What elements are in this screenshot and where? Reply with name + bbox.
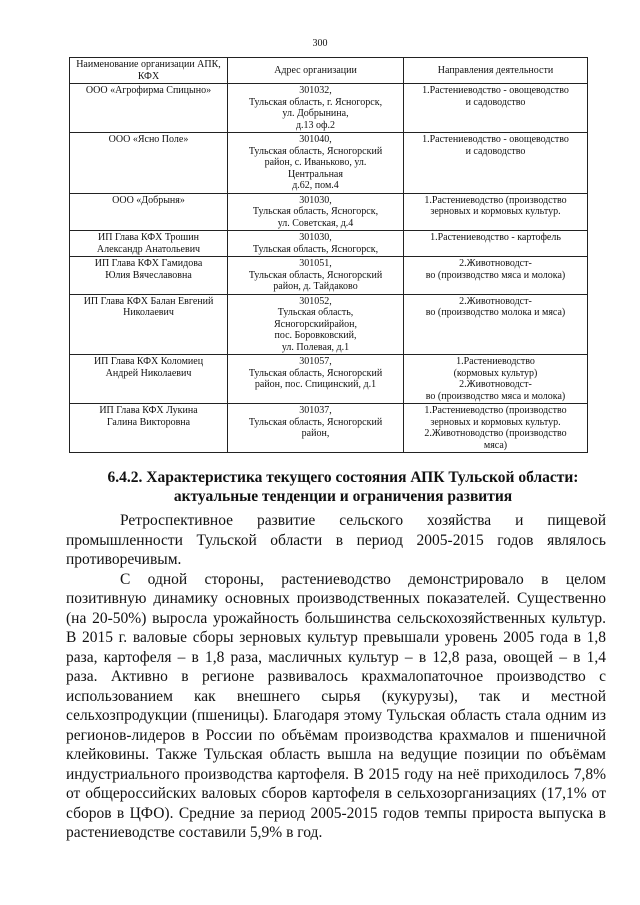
- cell-activity: [404, 355, 588, 404]
- cell-line: 1.Растениеводство: [456, 356, 535, 367]
- cell-line: район, д. Тайдаково: [273, 281, 358, 292]
- cell-organization-name: [70, 294, 228, 355]
- cell-line: Тульская область, Ясногорск,: [252, 206, 379, 217]
- cell-line: Тульская область, Ясногорск,: [252, 243, 379, 255]
- cell-line: район, пос. Спицинский, д.1: [254, 379, 377, 390]
- table-row: [70, 294, 588, 355]
- cell-line: Центральная: [288, 168, 343, 180]
- section-title-line-2: актуальные тенденции и ограничения развития: [173, 488, 513, 505]
- cell-line: 2.Животноводство (производство: [424, 428, 567, 439]
- cell-line: во (производство мяса и молока): [425, 390, 566, 402]
- cell-line: Андрей Николаевич: [105, 367, 192, 379]
- table-row: [70, 84, 588, 133]
- cell-organization-name: [70, 355, 228, 404]
- cell-line: и садоводство: [465, 145, 526, 157]
- cell-line: ИП Глава КФХ Гамидова: [94, 258, 203, 269]
- cell-line: зерновых и кормовых культур.: [430, 416, 561, 428]
- cell-line: во (производство молока и мяса): [425, 307, 566, 318]
- cell-line: 2.Животноводст-: [459, 295, 532, 307]
- cell-line: Ясногорскийрайон,: [274, 318, 357, 330]
- table-row: [70, 257, 588, 295]
- cell-address: [228, 231, 404, 257]
- cell-line: ООО «Добрыня»: [112, 194, 185, 206]
- cell-line: ООО «Агрофирма Спицыно»: [85, 85, 212, 96]
- cell-line: 301040,: [299, 134, 332, 145]
- cell-activity: [404, 193, 588, 231]
- paragraph-1-rest: промышленности Тульской области в период 2005-2015 годов являлось противоречивым.: [66, 531, 606, 568]
- table-row: [70, 231, 588, 257]
- cell-line: Тульская область, Ясногорский: [248, 269, 383, 281]
- cell-organization-name: [70, 257, 228, 295]
- cell-activity: [404, 257, 588, 295]
- cell-line: ул. Полевая, д.1: [281, 341, 350, 353]
- organizations-table: [69, 57, 588, 453]
- cell-line: Юлия Вячеславовна: [105, 269, 192, 281]
- cell-line: Тульская область, г. Ясногорск,: [248, 96, 383, 108]
- cell-organization-name: [70, 84, 228, 133]
- cell-line: 1.Растениеводство - овощеводство: [422, 134, 569, 145]
- cell-line: 1.Растениеводство (производство: [424, 405, 567, 416]
- header-address: Адрес организации: [228, 58, 404, 84]
- cell-line: 301032,: [299, 85, 332, 96]
- cell-line: Александр Анатольевич: [96, 243, 201, 255]
- cell-address: [228, 294, 404, 355]
- cell-line: 301057,: [299, 356, 332, 367]
- cell-organization-name: [70, 133, 228, 194]
- table-row: [70, 193, 588, 231]
- cell-line: (кормовых культур): [453, 367, 538, 379]
- cell-line: ул. Советская, д.4: [277, 217, 354, 229]
- cell-line: Тульская область, Ясногорский: [248, 416, 383, 428]
- section-title-line-1: 6.4.2. Характеристика текущего состояния АПК Тульской области:: [107, 469, 579, 486]
- cell-organization-name: [70, 231, 228, 257]
- cell-line: ИП Глава КФХ Балан Евгений: [83, 295, 214, 307]
- cell-line: д.62, пом.4: [292, 180, 339, 191]
- cell-line: мяса): [483, 439, 508, 451]
- cell-line: район, с. Иваньково, ул.: [264, 157, 367, 168]
- cell-line: д.13 оф.2: [295, 119, 336, 131]
- body-text: [66, 511, 606, 843]
- cell-line: 301030,: [299, 232, 332, 243]
- cell-line: 301037,: [299, 405, 332, 416]
- paragraph-1-first-line: Ретроспективное развитие сельского хозяйства и пищевой: [120, 512, 606, 529]
- cell-activity: [404, 404, 588, 453]
- cell-line: Галина Викторовна: [106, 416, 191, 428]
- cell-line: 2.Животноводст-: [459, 379, 532, 390]
- cell-organization-name: [70, 193, 228, 231]
- table-header-row: [70, 58, 588, 84]
- cell-activity: [404, 294, 588, 355]
- cell-line: 301052,: [299, 295, 332, 307]
- table-row: [70, 404, 588, 453]
- cell-line: ИП Глава КФХ Трошин: [98, 232, 199, 243]
- cell-line: 301030,: [299, 194, 332, 206]
- cell-line: ИП Глава КФХ Коломиец: [93, 356, 204, 367]
- header-organization: Наименование организации АПК, КФХ: [70, 58, 228, 84]
- cell-organization-name: [70, 404, 228, 453]
- cell-address: [228, 193, 404, 231]
- table-body: [70, 84, 588, 453]
- cell-activity: [404, 231, 588, 257]
- cell-activity: [404, 84, 588, 133]
- cell-line: Тульская область, Ясногорский: [248, 145, 383, 157]
- table-row: [70, 133, 588, 194]
- cell-address: [228, 257, 404, 295]
- cell-line: зерновых и кормовых культур.: [430, 206, 561, 217]
- cell-line: ул. Добрынина,: [282, 108, 349, 119]
- cell-address: [228, 404, 404, 453]
- cell-line: 301051,: [299, 258, 332, 269]
- cell-line: ООО «Ясно Поле»: [108, 134, 189, 145]
- cell-line: и садоводство: [465, 96, 526, 108]
- table-row: [70, 355, 588, 404]
- page-number: 300: [312, 38, 328, 49]
- cell-line: во (производство мяса и молока): [425, 269, 566, 281]
- section-title: [69, 468, 617, 506]
- cell-line: Тульская область, Ясногорский: [248, 367, 383, 379]
- paragraph-2: С одной стороны, растениеводство демонстрировало в целом позитивную динамику основных производственных показателей. Существенно (на 20-50%) выросла урожайность большинства сельскохозяйственных культур. В 2015 г. валовые сборы зерновых культур превышали уровень 2005 года в 1,8 раза, картофеля – в 1,8 раза, масличных культур – в 12,8 раза, овощей – в 1,4 раза. Активно в регионе развивалось крахмалопаточное производство с использованием как внешнего сырья (кукурузы), так и местной сельхозпродукции (пшеницы). Благодаря этому Тульская область стала одним из регионов-лидеров в России по объёмам производства крахмалов и пшеничной клейковины. Также Тульская область вышла на ведущие позиции по объёмам индустриального производства картофеля. В 2015 году на неё приходилось 7,8% от общероссийских валовых сборов картофеля в сельхозорганизациях (17,1% от сборов в ЦФО). Средние за период 2005-2015 годов темпы прироста выпуска в растениеводстве составили 5,9% в год.: [66, 570, 606, 841]
- cell-address: [228, 355, 404, 404]
- cell-line: ИП Глава КФХ Лукина: [99, 405, 198, 416]
- cell-address: [228, 84, 404, 133]
- cell-line: 1.Растениеводство - картофель: [430, 232, 561, 243]
- cell-line: район,: [301, 428, 330, 439]
- cell-line: пос. Боровковский,: [274, 330, 357, 341]
- cell-line: 2.Животноводст-: [459, 258, 532, 269]
- cell-line: 1.Растениеводство (производство: [424, 194, 567, 206]
- cell-address: [228, 133, 404, 194]
- cell-line: Тульская область,: [277, 307, 354, 318]
- cell-line: 1.Растениеводство - овощеводство: [422, 85, 569, 96]
- cell-line: Николаевич: [123, 307, 174, 318]
- header-activity: Направления деятельности: [404, 58, 588, 84]
- cell-activity: [404, 133, 588, 194]
